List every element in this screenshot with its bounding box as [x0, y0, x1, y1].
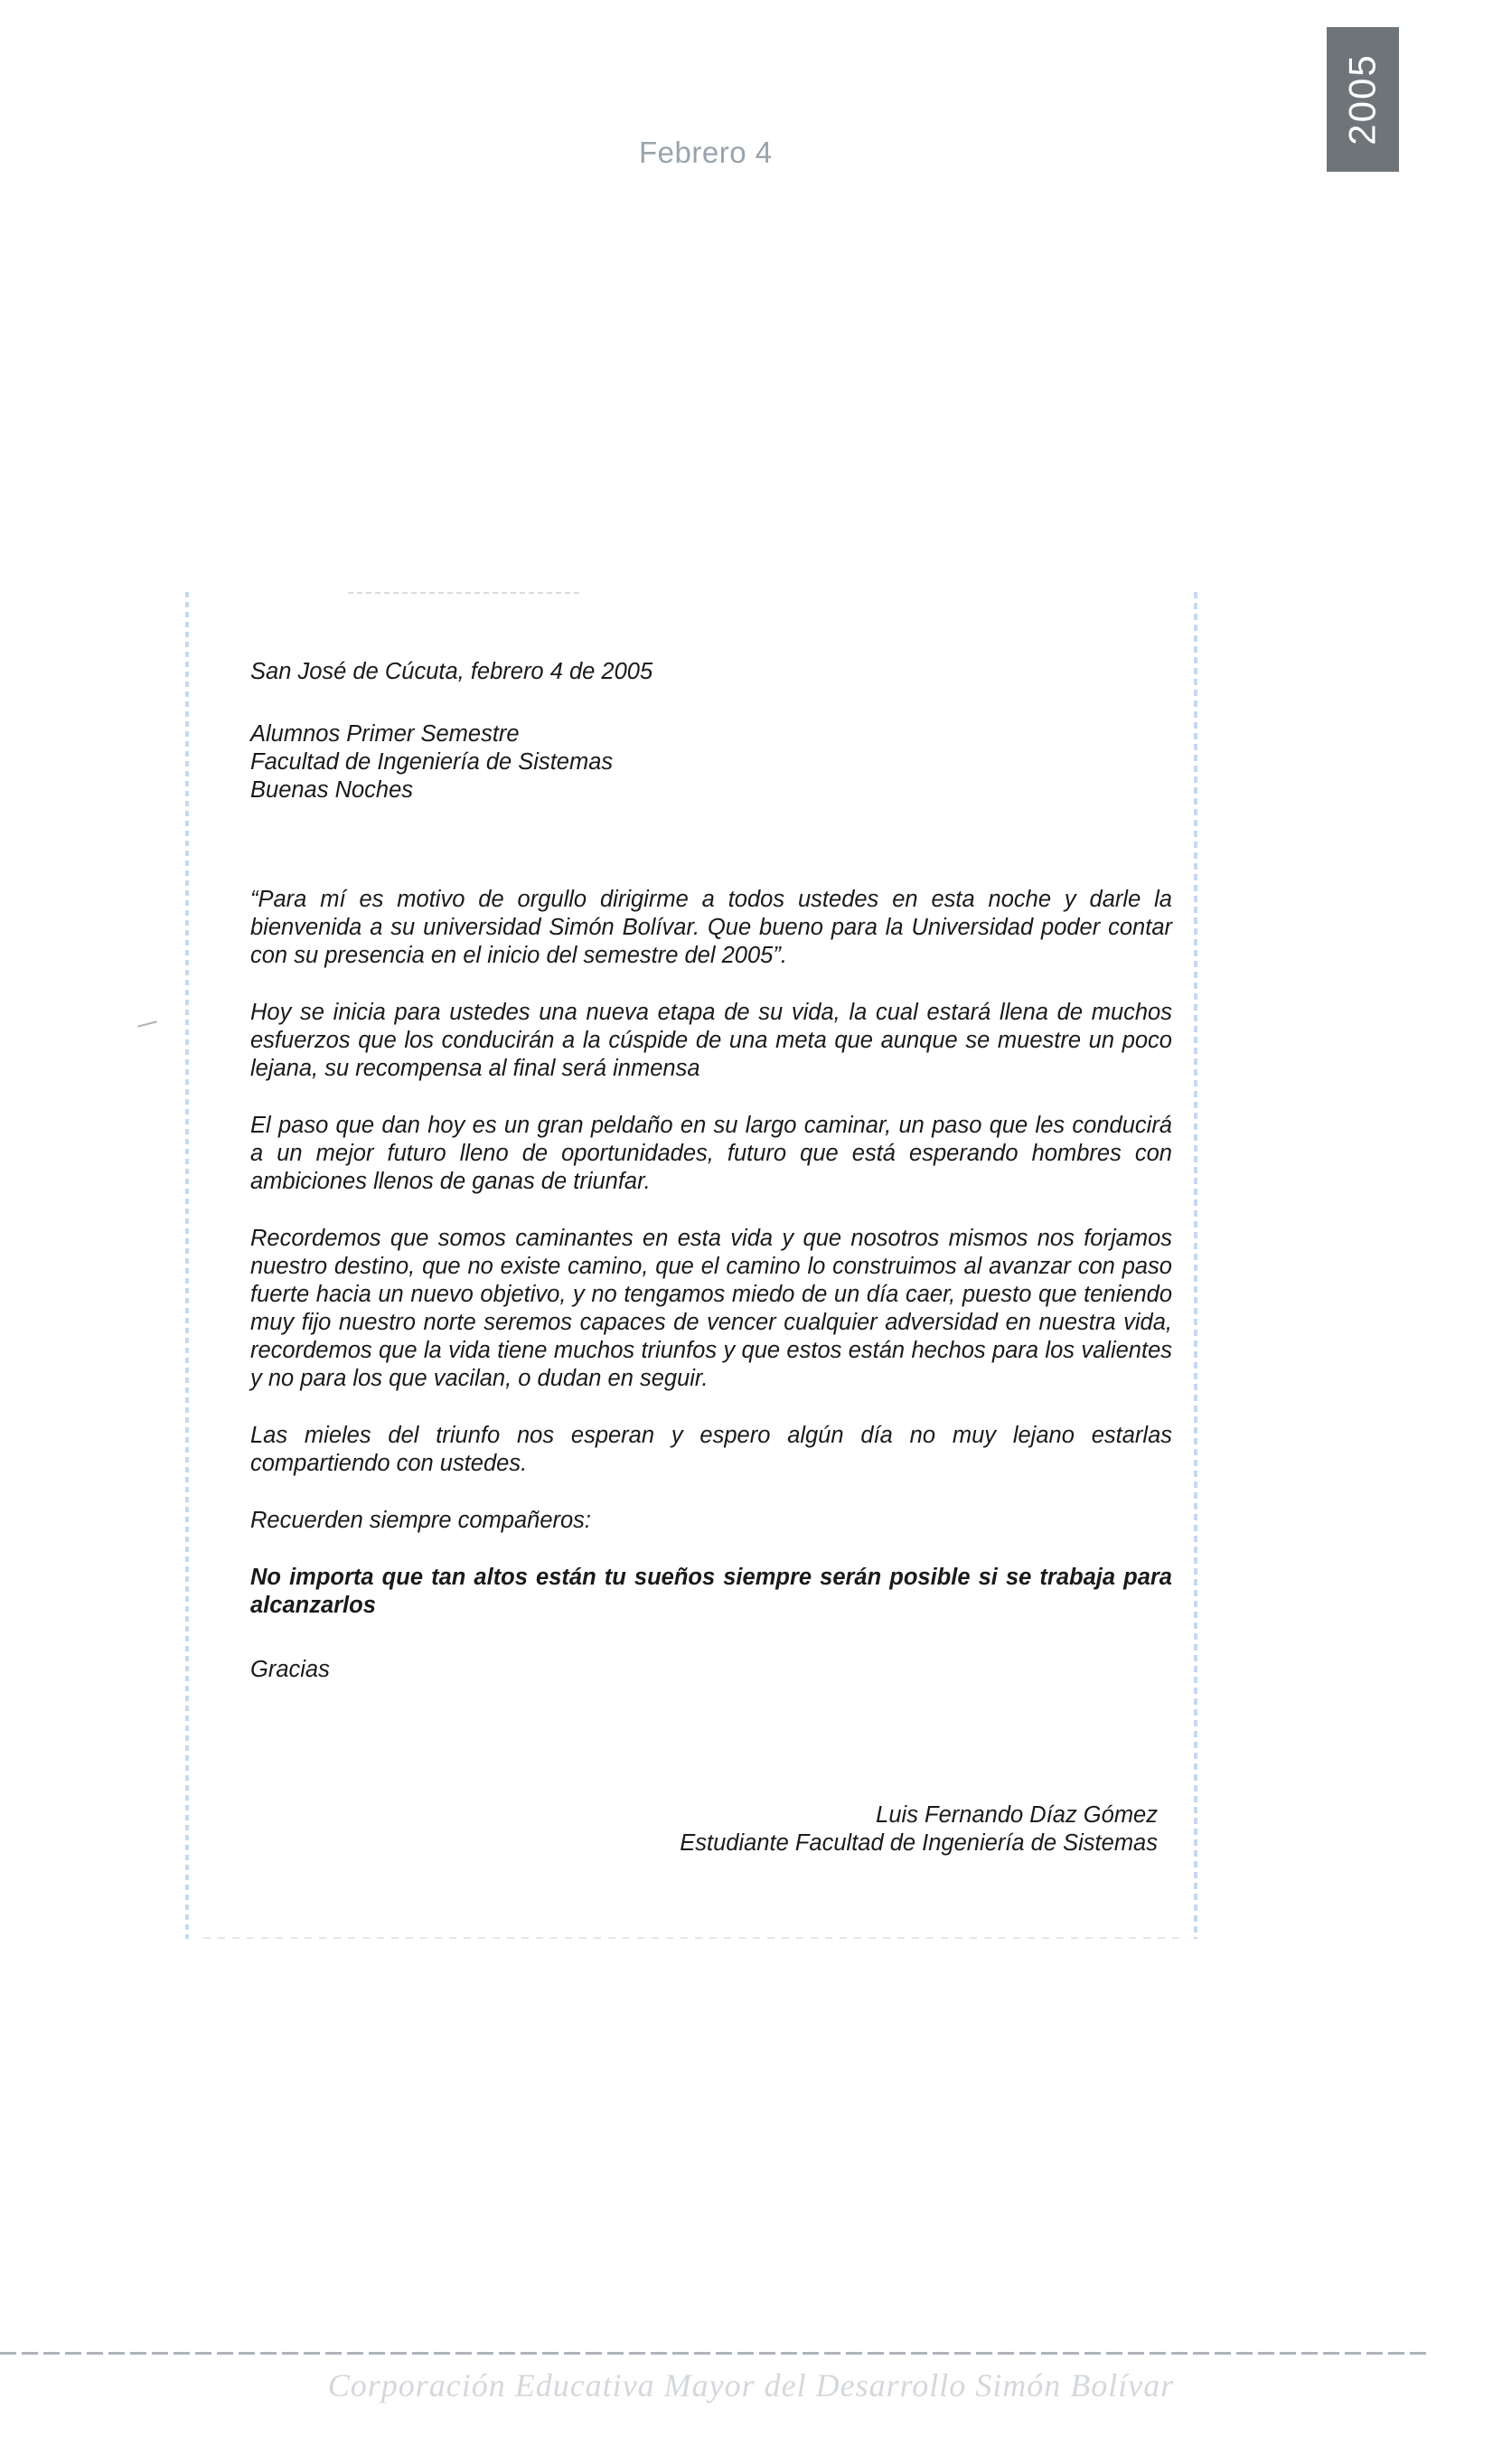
greeting-line: Buenas Noches [250, 777, 414, 803]
recipient-line: Alumnos Primer Semestre [250, 721, 520, 747]
scan-edge-right [1194, 592, 1197, 1939]
year-tab [1327, 27, 1399, 172]
letter-paragraph: Hoy se inicia para ustedes una nueva etapa de su vida, la cual estará llena de muchos esfuerzos que los conducirán a la cúspide de una meta que aunque se muestre un poco lejana, su recompensa al final será inmensa [250, 1000, 1172, 1081]
scan-edge-left [185, 592, 189, 1939]
recipient-line: Facultad de Ingeniería de Sistemas [250, 749, 614, 775]
signature-block [250, 1801, 1172, 1857]
signature-title: Estudiante Facultad de Ingeniería de Sistemas [680, 1830, 1158, 1856]
letter-motto: No importa que tan altos están tu sueños siempre serán posible si se trabaja para alcanzarlos [250, 1565, 1172, 1618]
letter-place-date: San José de Cúcuta, febrero 4 de 2005 [250, 659, 653, 684]
letter-paragraph: “Para mí es motivo de orgullo dirigirme a todos ustedes en esta noche y darle la bienvenida a su universidad Simón Bolívar. Que bueno para la Universidad poder contar con su presencia en el inicio del semestre del 2005”. [250, 887, 1172, 968]
scan-edge-top [348, 592, 583, 594]
letter-body [250, 658, 1172, 1857]
letter-paragraph: Las mieles del triunfo nos esperan y espero algún día no muy lejano estarlas compartiendo con ustedes. [250, 1423, 1172, 1476]
letter-paragraph: El paso que dan hoy es un gran peldaño en su largo caminar, un paso que les conducirá a un mejor futuro lleno de oportunidades, futuro que está esperando hombres con ambiciones llenos de ganas de triunfar. [250, 1113, 1172, 1194]
signature-name: Luis Fernando Díaz Gómez [876, 1802, 1158, 1828]
footer-institution: Corporación Educativa Mayor del Desarrollo Simón Bolívar [327, 2367, 1175, 2403]
year-tab-label: 2005 [1341, 53, 1384, 146]
letter-reminder: Recuerden siempre compañeros: [250, 1508, 592, 1533]
recipient-block [250, 720, 1172, 804]
letter-paragraph: Recordemos que somos caminantes en esta vida y que nosotros mismos nos forjamos nuestro destino, que no existe camino, que el camino lo construimos al avanzar con paso fuerte hacia un nuevo objetivo, y no tengamos miedo de un día caer, puesto que teniendo muy fijo nuestro norte seremos capaces de vencer cualquier adversidad en nuestra vida, recordemos que la vida tiene muchos triunfos y que estos están hechos para los valientes y no para los que vacilan, o dudan en seguir. [250, 1226, 1172, 1391]
margin-mark [137, 1020, 157, 1027]
scan-edge-bottom [203, 1937, 1179, 1939]
letter-closing: Gracias [250, 1657, 330, 1682]
page-date-heading: Febrero 4 [639, 136, 773, 169]
footer-divider [0, 2352, 1428, 2355]
